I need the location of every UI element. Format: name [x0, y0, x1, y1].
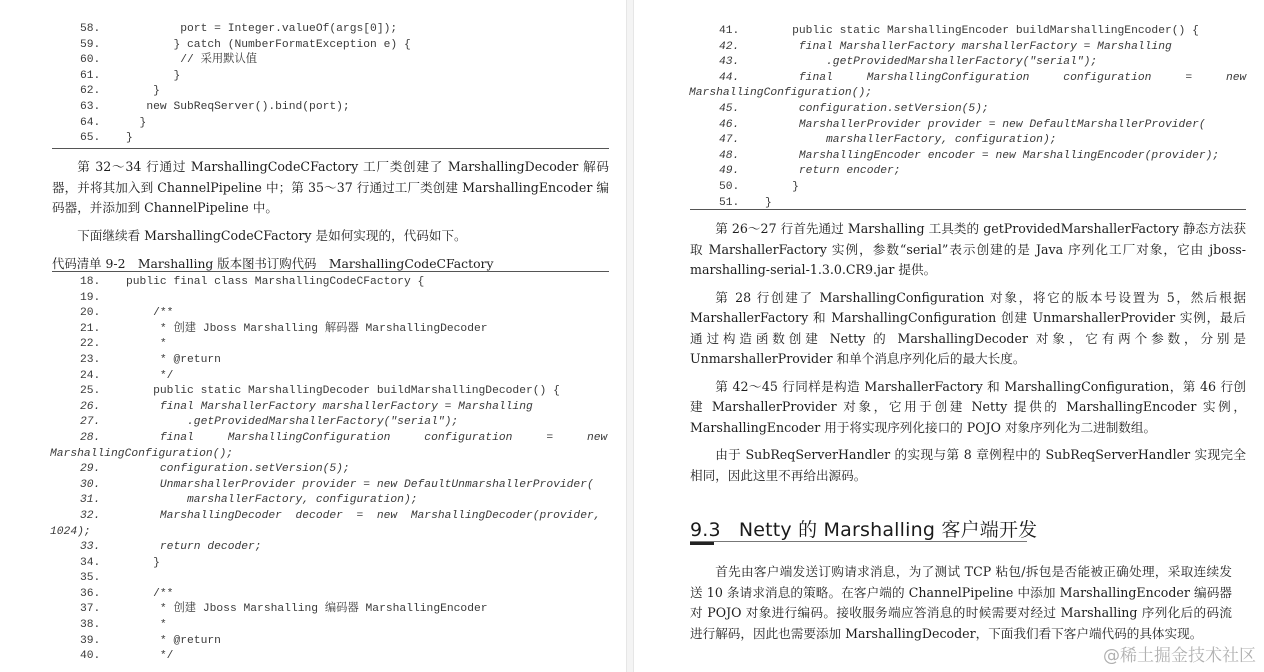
code-line: 22. *	[80, 337, 607, 353]
line-number: 30.	[80, 478, 101, 491]
code-block-server-main	[80, 22, 411, 147]
line-number: 50.	[719, 180, 740, 193]
code-line: MarshallingConfiguration();	[689, 87, 873, 100]
code-line: 24. */	[80, 369, 607, 385]
code-listing-9-2	[50, 275, 608, 665]
code-line: 21. * 创建 Jboss Marshalling 解码器 MarshallingDecoder	[80, 322, 607, 338]
code-line: 46. MarshallerProvider provider = new DefaultMarshallerProvider(	[719, 118, 1246, 134]
code-line: 47. marshallerFactory, configuration);	[719, 133, 1246, 149]
section-title-text: Netty 的 Marshalling 客户端开发	[738, 519, 1038, 541]
line-number: 32.	[80, 509, 101, 522]
line-number: 36.	[80, 587, 101, 600]
line-number: 45.	[719, 102, 740, 115]
line-number: 63.	[80, 100, 101, 113]
code-line: 45. configuration.setVersion(5);	[719, 102, 1246, 118]
code-line: 64. }	[80, 116, 411, 132]
line-number: 18.	[80, 276, 101, 288]
line-number: 42.	[719, 40, 740, 53]
code-line: 51. }	[719, 196, 1246, 212]
line-number: 41.	[719, 25, 740, 37]
line-number: 48.	[719, 149, 740, 162]
line-number: 61.	[80, 69, 101, 82]
line-number: 44.	[719, 71, 740, 84]
line-number: 60.	[80, 54, 101, 67]
line-number: 47.	[719, 134, 740, 147]
paragraph-1: 第 32～34 行通过 MarshallingCodeCFactory 工厂类创建了 MarshallingDecoder 解码器，并将其加入到 ChannelPipeline 中；第 35～37 行通过工厂类创建 MarshallingEncoder 编码器，并添加到 ChannelPipeline 中。	[52, 159, 609, 215]
code-line: 33. return decoder;	[80, 540, 607, 556]
section-paragraph: 首先由客户端发送订购请求消息，为了测试 TCP 粘包/拆包是否能被正确处理，采取连续发送 10 条请求消息的策略。在客户端的 ChannelPipeline 中添加 MarshallingEncoder 编码器对 POJO 对象进行编码。接收服务端应答消息的时候需要对经过 Marshalling 序列化后的码流进行解码，因此也需要添加 MarshallingDecoder，下面我们看下客户端代码的具体实现。	[690, 564, 1232, 641]
code-line: 65. }	[80, 131, 411, 147]
code-line: 32. MarshallingDecoder decoder = new MarshallingDecoder(provider,	[80, 509, 607, 525]
line-number: 43.	[719, 56, 740, 69]
code-line: 30. UnmarshallerProvider provider = new DefaultUnmarshallerProvider(	[80, 478, 607, 494]
paragraph-2: 下面继续看 MarshallingCodeCFactory 是如何实现的，代码如下。	[77, 227, 467, 243]
paragraph-4: 由于 SubReqServerHandler 的实现与第 8 章例程中的 SubReqServerHandler 实现完全相同，因此这里不再给出源码。	[690, 447, 1246, 483]
code-line: 28. final MarshallingConfiguration configuration = new	[80, 431, 607, 447]
line-number: 27.	[80, 416, 101, 429]
line-number: 62.	[80, 85, 101, 98]
code-end-rule	[52, 148, 609, 149]
line-number: 38.	[80, 619, 101, 632]
code-line: MarshallingConfiguration();	[50, 447, 234, 460]
section-heading	[690, 515, 1037, 542]
line-number: 31.	[80, 494, 101, 507]
line-number: 23.	[80, 353, 101, 366]
line-number: 35.	[80, 572, 101, 585]
line-number: 65.	[80, 132, 101, 145]
code-line: 25. public static MarshallingDecoder buildMarshallingDecoder() {	[80, 384, 607, 400]
code-line: 43. .getProvidedMarshallerFactory("serial");	[719, 55, 1246, 71]
code-line: 60. // 采用默认值	[80, 53, 411, 69]
code-line: 39. * @return	[80, 634, 607, 650]
caption-rule	[52, 271, 609, 272]
code-line: 38. *	[80, 618, 607, 634]
line-number: 21.	[80, 322, 101, 335]
left-book-page	[0, 0, 626, 672]
code-line: 20. /**	[80, 306, 607, 322]
section-underline	[690, 541, 1027, 542]
code-line: 63. new SubReqServer().bind(port);	[80, 100, 411, 116]
section-number: 9.3	[690, 519, 721, 541]
code-line: 50. }	[719, 180, 1246, 196]
line-number: 22.	[80, 338, 101, 351]
code-line: 41. public static MarshallingEncoder buildMarshallingEncoder() {	[719, 24, 1246, 40]
right-book-page	[634, 0, 1264, 672]
code-line: 40. */	[80, 649, 607, 665]
explanation-paragraphs	[52, 157, 609, 246]
line-number: 49.	[719, 165, 740, 178]
code-line: 58. port = Integer.valueOf(args[0]);	[80, 22, 411, 38]
line-number: 24.	[80, 369, 101, 382]
code-line: 27. .getProvidedMarshallerFactory("serial");	[80, 415, 607, 431]
line-number: 39.	[80, 634, 101, 647]
line-number: 26.	[80, 400, 101, 413]
line-number: 25.	[80, 385, 101, 398]
code-line: 62. }	[80, 84, 411, 100]
code-line: 61. }	[80, 69, 411, 85]
line-number: 33.	[80, 541, 101, 554]
code-line: 44. final MarshallingConfiguration configuration = new	[719, 71, 1246, 87]
code-end-rule	[690, 209, 1246, 210]
code-line: 23. * @return	[80, 353, 607, 369]
code-line: 49. return encoder;	[719, 164, 1246, 180]
code-line: 59. } catch (NumberFormatException e) {	[80, 38, 411, 54]
watermark: @稀土掘金技术社区	[1103, 646, 1256, 666]
line-number: 59.	[80, 38, 101, 51]
code-line: 37. * 创建 Jboss Marshalling 编码器 MarshallingEncoder	[80, 602, 607, 618]
code-line	[80, 571, 607, 587]
page-gutter	[626, 0, 634, 672]
code-line: 1024);	[50, 525, 91, 538]
paragraph-1: 第 26～27 行首先通过 Marshalling 工具类的 getProvidedMarshallerFactory 静态方法获取 MarshallerFactory 实例，参数“serial”表示创建的是 Java 序列化工厂对象，它由 jboss-marshalling-serial-1.3.0.CR9.jar 提供。	[690, 221, 1246, 277]
line-number: 51.	[719, 196, 740, 209]
code-line	[80, 291, 607, 307]
code-line: 18. public final class MarshallingCodeCFactory {	[80, 275, 607, 291]
line-number: 28.	[80, 431, 101, 444]
code-line: 48. MarshallingEncoder encoder = new MarshallingEncoder(provider);	[719, 149, 1246, 165]
code-block-encoder	[689, 24, 1247, 211]
line-number: 58.	[80, 23, 101, 35]
paragraph-3: 第 42～45 行同样是构造 MarshallerFactory 和 MarshallingConfiguration，第 46 行创建 MarshallerProvider 对象，它用于创建 Netty 提供的 MarshallingEncoder 实例，MarshallingEncoder 用于将实现序列化接口的 POJO 对象序列化为二进制数组。	[690, 378, 1246, 435]
line-number: 29.	[80, 463, 101, 476]
code-line: 26. final MarshallerFactory marshallerFactory = Marshalling	[80, 400, 607, 416]
code-line: 34. }	[80, 556, 607, 572]
line-number: 37.	[80, 603, 101, 616]
line-number: 19.	[80, 291, 101, 304]
code-line: 42. final MarshallerFactory marshallerFactory = Marshalling	[719, 40, 1246, 56]
explanation-paragraphs	[690, 219, 1246, 486]
code-line: 31. marshallerFactory, configuration);	[80, 493, 607, 509]
paragraph-2: 第 28 行创建了 MarshallingConfiguration 对象，将它的版本号设置为 5，然后根据 MarshallerFactory 和 MarshallingConfiguration 创建 UnmarshallerProvider 实例，最后通过构造函数创建 Netty 的 MarshallingDecoder 对象，它有两个参数，分别是 UnmarshallerProvider 和单个消息序列化后的最大长度。	[690, 289, 1246, 366]
listing-caption: 代码清单 9-2 Marshalling 版本图书订购代码 MarshallingCodeCFactory	[52, 256, 494, 271]
code-line: 36. /**	[80, 587, 607, 603]
line-number: 46.	[719, 118, 740, 131]
code-line: 29. configuration.setVersion(5);	[80, 462, 607, 478]
line-number: 64.	[80, 116, 101, 129]
line-number: 40.	[80, 650, 101, 663]
line-number: 34.	[80, 556, 101, 569]
line-number: 20.	[80, 307, 101, 320]
